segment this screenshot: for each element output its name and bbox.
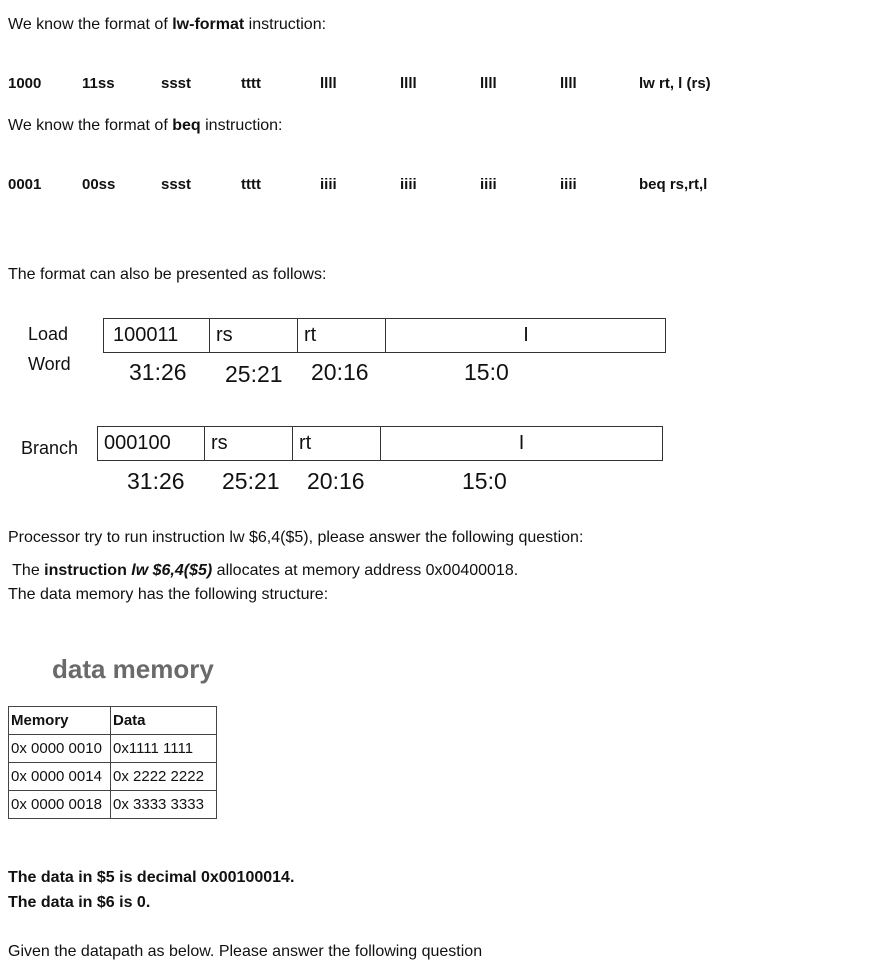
memory-intro-text: The data memory has the following structure: [8, 586, 329, 603]
memory-data-cell: 0x 2222 2222 [111, 763, 217, 791]
column-header-data: Data [111, 707, 217, 735]
memory-address-cell: 0x 0000 0018 [9, 791, 111, 819]
beq-rs-field: rs [204, 427, 292, 460]
column-header-memory: Memory [9, 707, 111, 735]
lw-imm-field: I [385, 319, 666, 352]
memory-address-cell: 0x 0000 0014 [9, 763, 111, 791]
lw-rt-field: rt [297, 319, 385, 352]
beq-format-field: tttt [241, 176, 261, 193]
beq-format-mnemonic: beq rs,rt,l [639, 176, 708, 193]
instruction-address-line: The instruction lw $6,4($5) allocates at memory address 0x00400018. [8, 562, 519, 579]
lw-rs-field: rs [209, 319, 297, 352]
lw-format-field: 1000 [8, 75, 42, 92]
lw-format-field: 11ss [82, 75, 115, 92]
beq-opcode-field: 000100 [104, 432, 171, 454]
beq-format-field: iiii [400, 176, 417, 193]
load-word-label: Load Word [28, 324, 71, 374]
branch-field-box [97, 426, 663, 461]
question-text: Processor try to run instruction lw $6,4($5), please answer the following question: [8, 529, 584, 546]
lw-format-field: llll [560, 75, 577, 92]
table-row [9, 735, 217, 763]
datapath-intro-text: Given the datapath as below. Please answer the following question [8, 943, 483, 960]
lw-format-field: llll [400, 75, 417, 92]
alt-format-intro: The format can also be presented as follows: [8, 266, 327, 283]
beq-bits-label: 25:21 [222, 468, 280, 494]
table-row [9, 791, 217, 819]
lw-format-field: ssst [161, 75, 192, 92]
load-word-field-box [103, 318, 666, 353]
table-row [9, 763, 217, 791]
memory-address-cell: 0x 0000 0010 [9, 735, 111, 763]
lw-opcode-field: 100011 [113, 324, 179, 346]
lw-bits-label: 25:21 [225, 361, 283, 387]
beq-format-field: ssst [161, 176, 192, 193]
beq-format-field: 0001 [8, 176, 42, 193]
data-memory-title: data memory [52, 654, 214, 684]
lw-bits-label: 31:26 [129, 359, 187, 385]
register-5-value: The data in $5 is decimal 0x00100014. [8, 869, 295, 886]
beq-bits-label: 15:0 [462, 468, 507, 494]
lw-format-field: llll [480, 75, 497, 92]
register-6-value: The data in $6 is 0. [8, 894, 151, 911]
lw-format-field: tttt [241, 75, 261, 92]
beq-format-field: iiii [480, 176, 497, 193]
beq-bits-label: 20:16 [307, 468, 365, 494]
beq-format-field: 00ss [82, 176, 116, 193]
table-header-row [9, 707, 217, 735]
beq-format-field: iiii [560, 176, 577, 193]
beq-imm-field: I [380, 427, 662, 460]
beq-intro-text: We know the format of beq instruction: [8, 117, 283, 134]
beq-rt-field: rt [292, 427, 380, 460]
beq-bits-label: 31:26 [127, 468, 185, 494]
memory-data-cell: 0x 3333 3333 [111, 791, 217, 819]
branch-label: Branch [21, 438, 79, 458]
lw-intro-text: We know the format of lw-format instruction: [8, 16, 327, 33]
lw-bits-label: 15:0 [464, 359, 509, 385]
memory-data-cell: 0x1111 1111 [111, 735, 217, 763]
lw-bits-label: 20:16 [311, 359, 369, 385]
lw-format-mnemonic: lw rt, l (rs) [639, 75, 711, 92]
lw-format-field: llll [320, 75, 337, 92]
beq-format-field: iiii [320, 176, 337, 193]
data-memory-table [8, 706, 217, 819]
